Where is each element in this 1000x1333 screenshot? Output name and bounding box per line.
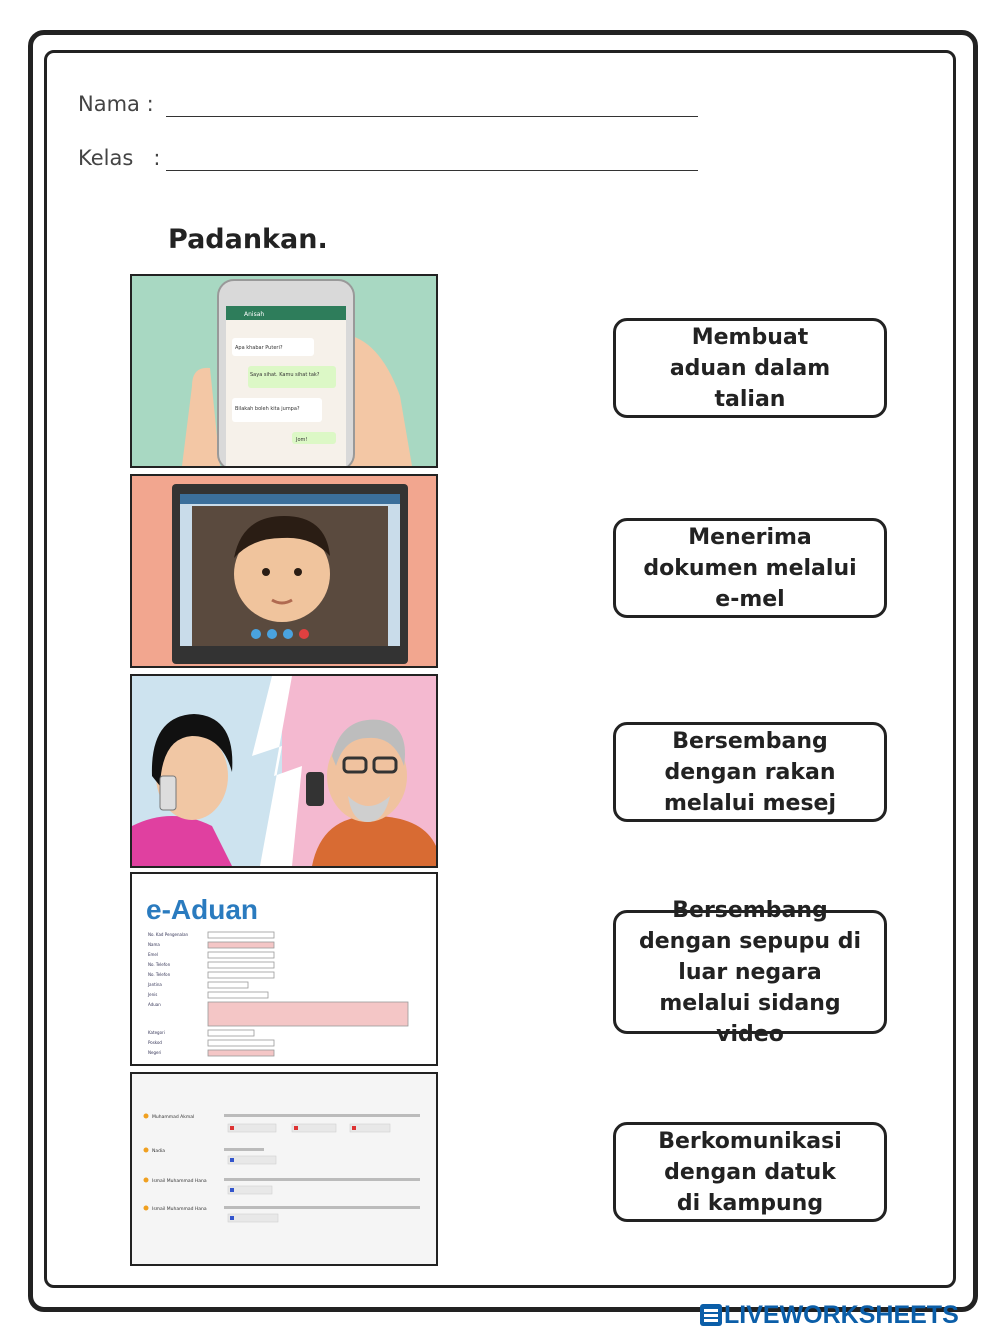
form-field-label: Jantina: [148, 982, 162, 987]
answer-card-5[interactable]: [613, 1122, 887, 1222]
instruction-title: Padankan.: [168, 224, 328, 255]
form-field-label: Jenis: [148, 992, 158, 997]
e-aduan-title: e-Aduan: [146, 894, 258, 925]
form-field-label: Poskod: [148, 1040, 162, 1045]
answer-text: Menerima dokumen melalui e-mel: [643, 524, 857, 612]
class-label: Kelas :: [78, 146, 161, 170]
chat-message-2: Saya sihat. Kamu sihat tak?: [250, 372, 320, 378]
form-field-label: Negeri: [148, 1050, 162, 1055]
form-field-label: No. Kad Pengenalan: [148, 932, 189, 937]
answer-text: Berkomunikasi dengan datuk di kampung: [658, 1128, 842, 1216]
answer-card-3[interactable]: [613, 722, 887, 822]
answer-card-2[interactable]: [613, 518, 887, 618]
phone-call-illustration: [132, 676, 436, 866]
email-row-sender: Muhammad Akmal: [152, 1115, 195, 1120]
form-field-label: No. Telefon: [148, 972, 171, 977]
form-field-label: Kategori: [148, 1030, 165, 1035]
answer-card-1[interactable]: [613, 318, 887, 418]
chat-message-4: Jom!: [296, 437, 308, 443]
email-inbox-list: [132, 1074, 436, 1264]
chat-message-3: Bilakah boleh kita jumpa?: [235, 406, 300, 412]
name-label: Nama :: [78, 92, 154, 116]
logo-badge-icon: [700, 1304, 722, 1326]
answer-card-4[interactable]: [613, 897, 887, 1047]
form-field-label: No. Telefon: [148, 962, 171, 967]
chat-message-1: Apa khabar Puteri?: [235, 345, 283, 351]
video-call-illustration: [132, 476, 436, 666]
email-row-sender: Nadia: [152, 1149, 165, 1154]
class-input-line[interactable]: [166, 170, 698, 171]
chat-header: Anisah: [244, 311, 265, 318]
name-input-line[interactable]: [166, 116, 698, 117]
picture-e-aduan-form[interactable]: [130, 872, 438, 1066]
picture-video-call[interactable]: [130, 474, 438, 668]
liveworksheets-logo: [700, 1302, 959, 1328]
chat-phone-illustration: [132, 276, 436, 466]
class-field: [78, 146, 160, 170]
form-field-label: Emel: [148, 952, 158, 957]
answer-text: Bersembang dengan sepupu di luar negara melalui sidang video: [638, 897, 862, 1047]
logo-text: LIVEWORKSHEETS: [724, 1300, 959, 1329]
name-field: [78, 92, 154, 116]
answer-text: Bersembang dengan rakan melalui mesej: [663, 728, 837, 816]
form-field-label: Aduan: [148, 1002, 161, 1007]
picture-chat-message[interactable]: [130, 274, 438, 468]
e-aduan-fields: [132, 874, 436, 1064]
email-row-sender: Ismail Muhammad Hana: [152, 1179, 207, 1184]
picture-phone-call[interactable]: [130, 674, 438, 868]
picture-email-inbox[interactable]: [130, 1072, 438, 1266]
answer-text: Membuat aduan dalam talian: [669, 324, 831, 412]
email-row-sender: Ismail Muhammad Hana: [152, 1207, 207, 1212]
form-field-label: Nama: [148, 942, 160, 947]
